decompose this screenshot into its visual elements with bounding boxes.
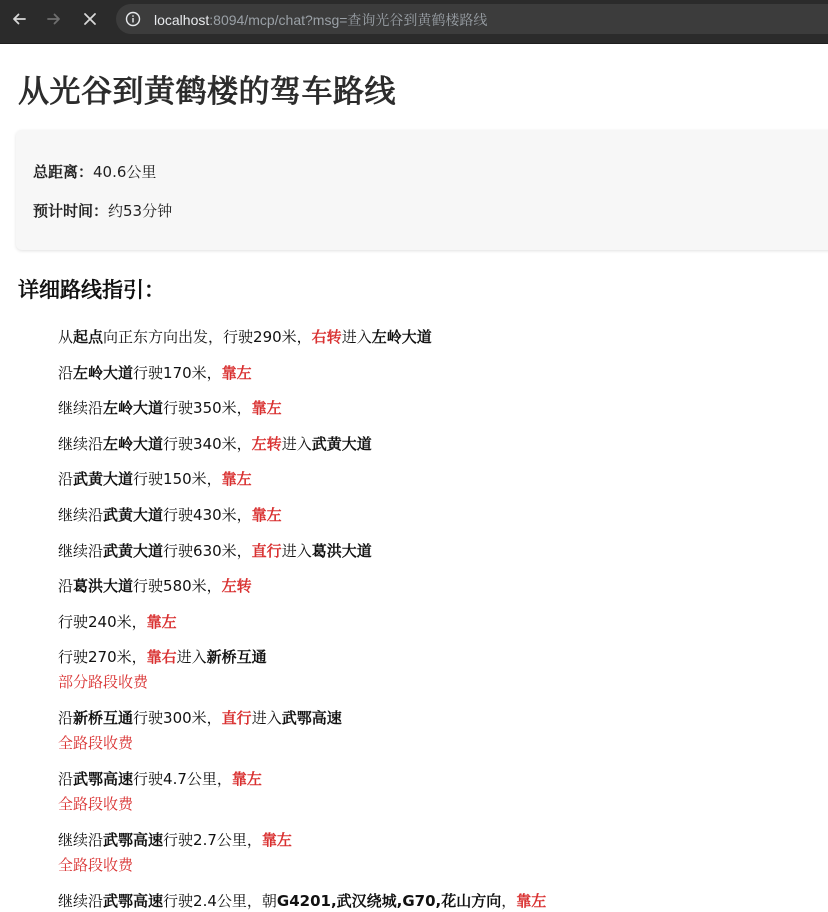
maneuver: 右转: [311, 328, 342, 346]
instruction-text: 继续沿: [58, 434, 104, 453]
road-name: 左岭大道: [103, 399, 164, 418]
close-icon[interactable]: [77, 6, 103, 32]
instruction-text: 行驶240米，: [58, 612, 147, 631]
instruction-text: 沿: [58, 470, 74, 489]
instruction-text: 继续沿: [58, 399, 104, 418]
step-instruction: [58, 397, 282, 418]
step-instruction: [58, 362, 252, 383]
maneuver: 靠左: [221, 363, 252, 382]
instruction-text: 行驶2.4公里，朝: [163, 892, 277, 911]
site-info-icon[interactable]: [125, 11, 141, 27]
total-distance: [33, 161, 156, 182]
summary-card: [16, 130, 828, 250]
road-name: 葛洪大道: [311, 541, 372, 560]
step-instruction: [58, 768, 262, 789]
road-name: 左岭大道: [371, 328, 432, 346]
step-instruction: [58, 468, 252, 489]
instruction-text: 进入: [281, 434, 312, 453]
road-name: 新桥互通: [206, 648, 267, 667]
road-name: 武黄大道: [103, 541, 164, 560]
maneuver: 靠左: [231, 770, 262, 789]
instruction-text: 向正东方向出发，行驶290米，: [103, 328, 312, 346]
instruction-text: 沿: [58, 770, 74, 789]
page-content: [0, 44, 828, 912]
step-instruction: [58, 433, 372, 454]
maneuver: 左转: [221, 577, 252, 596]
road-name: 左岭大道: [103, 434, 164, 453]
toll-note: 全路段收费: [58, 795, 134, 814]
forward-arrow-icon[interactable]: [41, 6, 67, 32]
maneuver: 靠左: [516, 892, 547, 911]
road-name: 武黄大道: [73, 470, 134, 489]
road-name: 新桥互通: [73, 709, 134, 728]
maneuver: 靠右: [146, 648, 177, 667]
browser-toolbar: [0, 0, 828, 43]
instruction-text: 行驶430米，: [163, 506, 252, 524]
instruction-text: 进入: [341, 328, 372, 346]
address-url[interactable]: [154, 10, 487, 30]
road-name: 武鄂高速: [281, 709, 342, 728]
step-instruction: [58, 540, 372, 561]
toll-note: 全路段收费: [58, 734, 134, 753]
road-name: 武鄂高速: [103, 892, 164, 911]
estimated-time: [33, 200, 172, 221]
url-path: :8094/mcp/chat?msg=查询光谷到黄鹤楼路线: [209, 12, 488, 28]
instruction-text: 行驶4.7公里，: [133, 770, 232, 789]
estimated-time-label: 预计时间：: [33, 202, 109, 220]
instruction-text: 进入: [281, 541, 312, 560]
instruction-text: 行驶150米，: [133, 470, 222, 489]
instruction-text: ，: [501, 892, 517, 911]
instruction-text: 继续沿: [58, 541, 104, 560]
maneuver: 靠左: [251, 399, 282, 418]
instruction-text: 行驶340米，: [163, 434, 252, 453]
instruction-text: 行驶300米，: [133, 709, 222, 728]
instruction-text: 继续沿: [58, 506, 104, 524]
instruction-text: 进入: [176, 648, 207, 667]
instruction-text: 行驶580米，: [133, 577, 222, 596]
back-arrow-icon[interactable]: [6, 6, 32, 32]
address-bar[interactable]: [116, 4, 828, 34]
road-name: 武黄大道: [103, 506, 164, 524]
road-name: 武鄂高速: [73, 770, 134, 789]
toll-note: 全路段收费: [58, 856, 134, 875]
instruction-text: 行驶630米，: [163, 541, 252, 560]
page-title: 从光谷到黄鹤楼的驾车路线: [18, 74, 396, 110]
road-name: 葛洪大道: [73, 577, 134, 596]
instruction-text: 从: [58, 328, 74, 346]
road-name: G4201,武汉绕城,G70,花山方向: [276, 892, 502, 911]
step-instruction: [58, 611, 177, 632]
instruction-text: 沿: [58, 709, 74, 728]
step-instruction: [58, 575, 252, 596]
total-distance-value: 40.6公里: [93, 163, 157, 181]
road-name: 武黄大道: [311, 434, 372, 453]
step-instruction: [58, 829, 292, 850]
instruction-text: 继续沿: [58, 831, 104, 850]
road-name: 武鄂高速: [103, 831, 164, 850]
instruction-text: 行驶2.7公里，: [163, 831, 262, 850]
maneuver: 靠左: [251, 506, 282, 524]
maneuver: 靠左: [261, 831, 292, 850]
instruction-text: 进入: [251, 709, 282, 728]
section-heading: 详细路线指引：: [18, 278, 165, 302]
url-host: localhost: [154, 12, 210, 28]
maneuver: 直行: [221, 709, 252, 728]
maneuver: 靠左: [146, 612, 177, 631]
maneuver: 靠左: [221, 470, 252, 489]
instruction-text: 沿: [58, 363, 74, 382]
step-instruction: [58, 707, 342, 728]
instruction-text: 继续沿: [58, 892, 104, 911]
maneuver: 左转: [251, 434, 282, 453]
step-instruction: [58, 504, 282, 525]
instruction-text: 行驶350米，: [163, 399, 252, 418]
estimated-time-value: 约53分钟: [108, 202, 173, 220]
step-instruction: [58, 646, 267, 667]
step-instruction: [58, 326, 432, 347]
instruction-text: 行驶270米，: [58, 648, 147, 667]
road-name: 左岭大道: [73, 363, 134, 382]
instruction-text: 沿: [58, 577, 74, 596]
toll-note: 部分路段收费: [58, 673, 149, 692]
total-distance-label: 总距离：: [33, 163, 94, 181]
step-instruction: [58, 890, 546, 911]
maneuver: 直行: [251, 541, 282, 560]
instruction-text: 行驶170米，: [133, 363, 222, 382]
road-name: 起点: [73, 328, 104, 346]
